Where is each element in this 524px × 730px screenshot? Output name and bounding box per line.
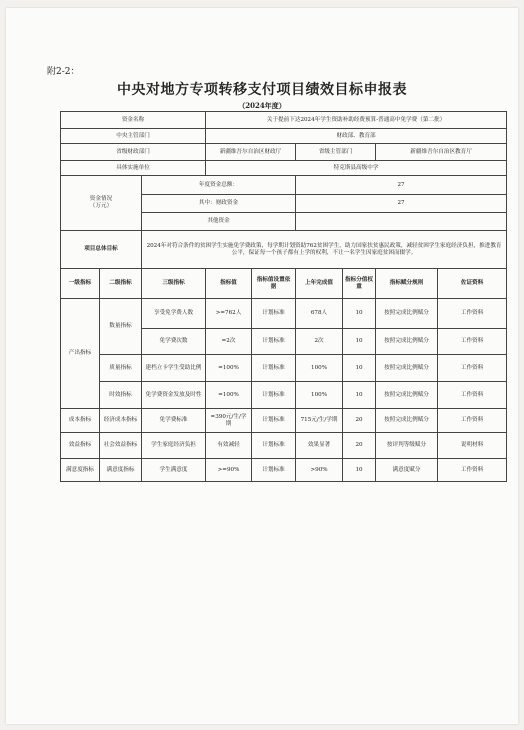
header-last-year: 上年完成值 xyxy=(296,269,343,299)
table-row xyxy=(61,382,507,409)
indicator-last-year: 715元/生/学期 xyxy=(296,409,343,433)
indicator-level2: 社会效益指标 xyxy=(100,433,142,459)
indicator-score: 10 xyxy=(343,355,376,382)
indicator-method: 按照完成比例赋分 xyxy=(376,409,438,433)
table-row xyxy=(61,433,507,459)
indicator-evidence: 工作资料 xyxy=(438,409,507,433)
indicator-method: 按照完成比例赋分 xyxy=(376,329,438,355)
header-method: 指标赋分规则 xyxy=(376,269,438,299)
year-subtitle: （2024年度） xyxy=(238,101,286,110)
central-dept-label: 中央主管部门 xyxy=(61,129,206,144)
prov-finance-label: 省级财政部门 xyxy=(61,144,206,161)
prov-dept-label: 省级主管部门 xyxy=(296,144,376,161)
indicator-level2: 质量指标 xyxy=(100,355,142,382)
indicator-last-year: 2次 xyxy=(296,329,343,355)
prov-finance-value: 新疆维吾尔自治区财政厅 xyxy=(206,144,296,161)
other-funds-value xyxy=(296,213,507,231)
indicator-value: =2次 xyxy=(206,329,252,355)
header-level1: 一级指标 xyxy=(61,269,100,299)
indicator-basis: 计划标准 xyxy=(252,433,296,459)
indicator-value: >=762人 xyxy=(206,299,252,329)
impl-unit-value: 特克斯县高级中学 xyxy=(206,161,507,176)
indicator-level3: 学生满意度 xyxy=(142,459,206,482)
indicator-score: 10 xyxy=(343,329,376,355)
indicator-score: 20 xyxy=(343,409,376,433)
indicator-level2: 数量指标 xyxy=(100,299,142,355)
indicator-level2: 时效指标 xyxy=(100,382,142,409)
header-basis: 指标值设置依据 xyxy=(252,269,296,299)
indicator-value: =100% xyxy=(206,382,252,409)
table-row xyxy=(61,299,507,329)
indicator-evidence: 工作资料 xyxy=(438,329,507,355)
fiscal-funds-value: 27 xyxy=(296,195,507,213)
indicator-last-year: 678人 xyxy=(296,299,343,329)
indicator-method: 按照完成比例赋分 xyxy=(376,382,438,409)
goal-text: 2024年对符合条件的贫困学生实施免学费政策，每学期计划资助762贫困学生，助力国家扶贫惠民政策，减轻贫困学生家庭经济负担，推进教育公平，保证每一个孩子都有上学的权利，不让一名学生因家庭贫困而辍学。 xyxy=(142,231,507,269)
indicator-level1: 效益指标 xyxy=(61,433,100,459)
indicator-value: =390元/生/学期 xyxy=(206,409,252,433)
indicator-basis: 计划标准 xyxy=(252,299,296,329)
indicator-method: 按照完成比例赋分 xyxy=(376,299,438,329)
project-name-label: 资金名称 xyxy=(61,112,206,129)
indicator-basis: 计划标准 xyxy=(252,355,296,382)
indicator-basis: 计划标准 xyxy=(252,409,296,433)
other-funds-label: 其他资金 xyxy=(142,213,296,231)
indicator-last-year: >90% xyxy=(296,459,343,482)
table-row xyxy=(61,409,507,433)
performance-table xyxy=(60,111,507,482)
indicator-score: 10 xyxy=(343,299,376,329)
indicator-level3: 免学费标准 xyxy=(142,409,206,433)
attachment-label: 附2-2： xyxy=(47,67,80,77)
table-row xyxy=(61,355,507,382)
indicator-level1: 成本指标 xyxy=(61,409,100,433)
header-score: 指标分值权重 xyxy=(343,269,376,299)
indicator-level3: 免学费次数 xyxy=(142,329,206,355)
indicator-value: >=90% xyxy=(206,459,252,482)
fiscal-funds-label: 其中：财政资金 xyxy=(142,195,296,213)
indicator-level1: 产出指标 xyxy=(61,299,100,409)
indicator-level2: 满意度指标 xyxy=(100,459,142,482)
indicator-score: 10 xyxy=(343,459,376,482)
indicator-value: =100% xyxy=(206,355,252,382)
indicator-basis: 计划标准 xyxy=(252,459,296,482)
header-evidence: 佐证资料 xyxy=(438,269,507,299)
indicator-level2: 经济成本指标 xyxy=(100,409,142,433)
indicator-level1: 满意度指标 xyxy=(61,459,100,482)
total-funds-label: 年度资金总额： xyxy=(142,176,296,195)
funding-label: 资金情况 （万元） xyxy=(61,176,142,231)
indicator-last-year: 100% xyxy=(296,382,343,409)
indicator-last-year: 效果显著 xyxy=(296,433,343,459)
indicator-method: 按照完成比例赋分 xyxy=(376,355,438,382)
header-level3: 三级指标 xyxy=(142,269,206,299)
indicator-basis: 计划标准 xyxy=(252,382,296,409)
indicator-score: 10 xyxy=(343,382,376,409)
table-row xyxy=(61,459,507,482)
indicator-evidence: 说明材料 xyxy=(438,433,507,459)
prov-dept-value: 新疆维吾尔自治区教育厅 xyxy=(376,144,507,161)
indicator-evidence: 工作资料 xyxy=(438,355,507,382)
central-dept-value: 财政部、教育部 xyxy=(206,129,507,144)
indicator-evidence: 工作资料 xyxy=(438,459,507,482)
indicator-method: 满意度赋分 xyxy=(376,459,438,482)
indicator-level3: 免学费资金发放及时性 xyxy=(142,382,206,409)
header-level2: 二级指标 xyxy=(100,269,142,299)
indicator-evidence: 工作资料 xyxy=(438,299,507,329)
indicator-method: 按评判等级赋分 xyxy=(376,433,438,459)
indicator-evidence: 工作资料 xyxy=(438,382,507,409)
indicator-score: 20 xyxy=(343,433,376,459)
indicator-basis: 计划标准 xyxy=(252,329,296,355)
header-value: 指标值 xyxy=(206,269,252,299)
project-name-value: 关于提前下达2024年学生资助补助经费预算-普通高中免学费（第二批） xyxy=(206,112,507,129)
page-title: 中央对地方专项转移支付项目绩效目标申报表 xyxy=(117,82,407,98)
goal-label: 项目总体目标 xyxy=(61,231,142,269)
indicator-value: 有效减轻 xyxy=(206,433,252,459)
indicator-level3: 学生家庭经济负担 xyxy=(142,433,206,459)
impl-unit-label: 具体实施单位 xyxy=(61,161,206,176)
indicator-level3: 建档立卡学生受助比例 xyxy=(142,355,206,382)
indicator-level3: 享受免学费人数 xyxy=(142,299,206,329)
total-funds-value: 27 xyxy=(296,176,507,195)
indicator-last-year: 100% xyxy=(296,355,343,382)
